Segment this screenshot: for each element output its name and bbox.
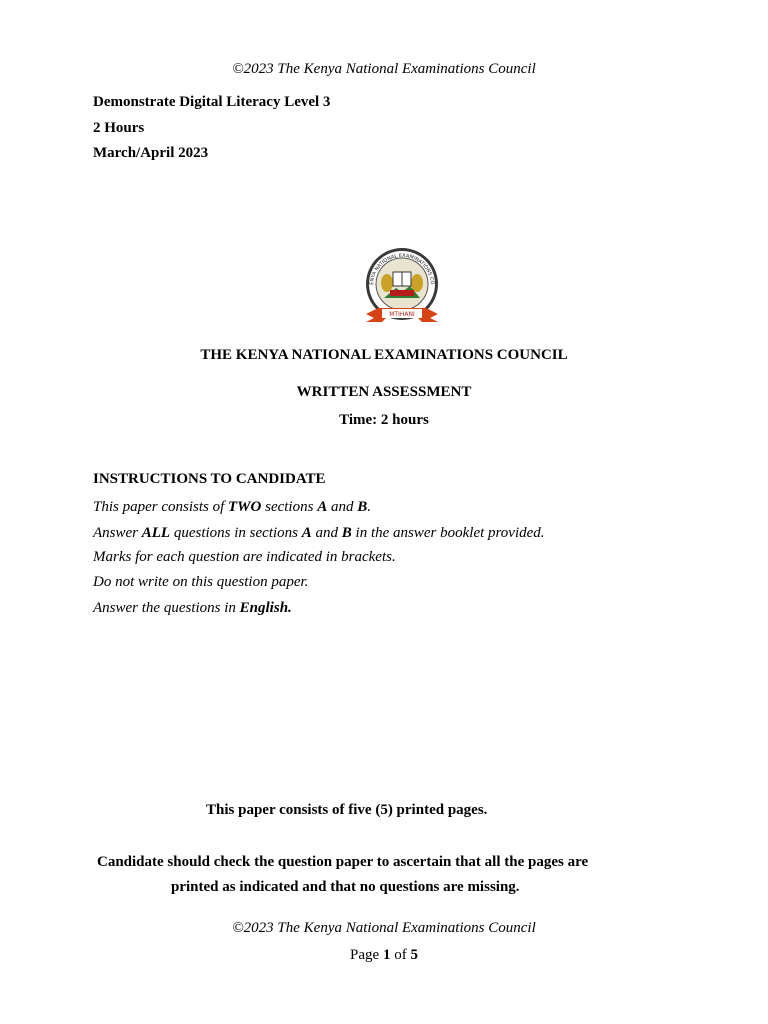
instruction-line-4: Do not write on this question paper. [93,574,309,590]
footer-copyright: ©2023 The Kenya National Examinations Council [232,920,536,936]
instruction-line-1: This paper consists of TWO sections A and B. [93,499,371,515]
check-note-line-1: Candidate should check the question paper to ascertain that all the pages are [97,854,589,870]
instruction-line-5: Answer the questions in English. [93,600,292,616]
exam-session: March/April 2023 [93,145,209,161]
knec-emblem-logo [360,246,444,330]
instruction-line-3: Marks for each question are indicated in brackets. [93,549,396,565]
assessment-title: WRITTEN ASSESSMENT [296,384,472,400]
course-title: Demonstrate Digital Literacy Level 3 [93,94,331,110]
pages-note: This paper consists of five (5) printed pages. [206,802,488,818]
instructions-heading: INSTRUCTIONS TO CANDIDATE [93,471,326,487]
council-title: THE KENYA NATIONAL EXAMINATIONS COUNCIL [200,347,568,363]
header-copyright: ©2023 The Kenya National Examinations Council [232,61,536,77]
emblem-ribbon-text: MTIHANI [389,311,415,318]
check-note-line-2: printed as indicated and that no questions are missing. [171,879,520,895]
course-duration: 2 Hours [93,120,145,136]
emblem-ring-text: ENYA NATIONAL EXAMINATIONS CO [368,252,436,286]
page-number: Page 1 of 5 [350,947,418,963]
instruction-line-2: Answer ALL questions in sections A and B in the answer booklet provided. [93,525,545,541]
assessment-time: Time: 2 hours [339,412,429,428]
